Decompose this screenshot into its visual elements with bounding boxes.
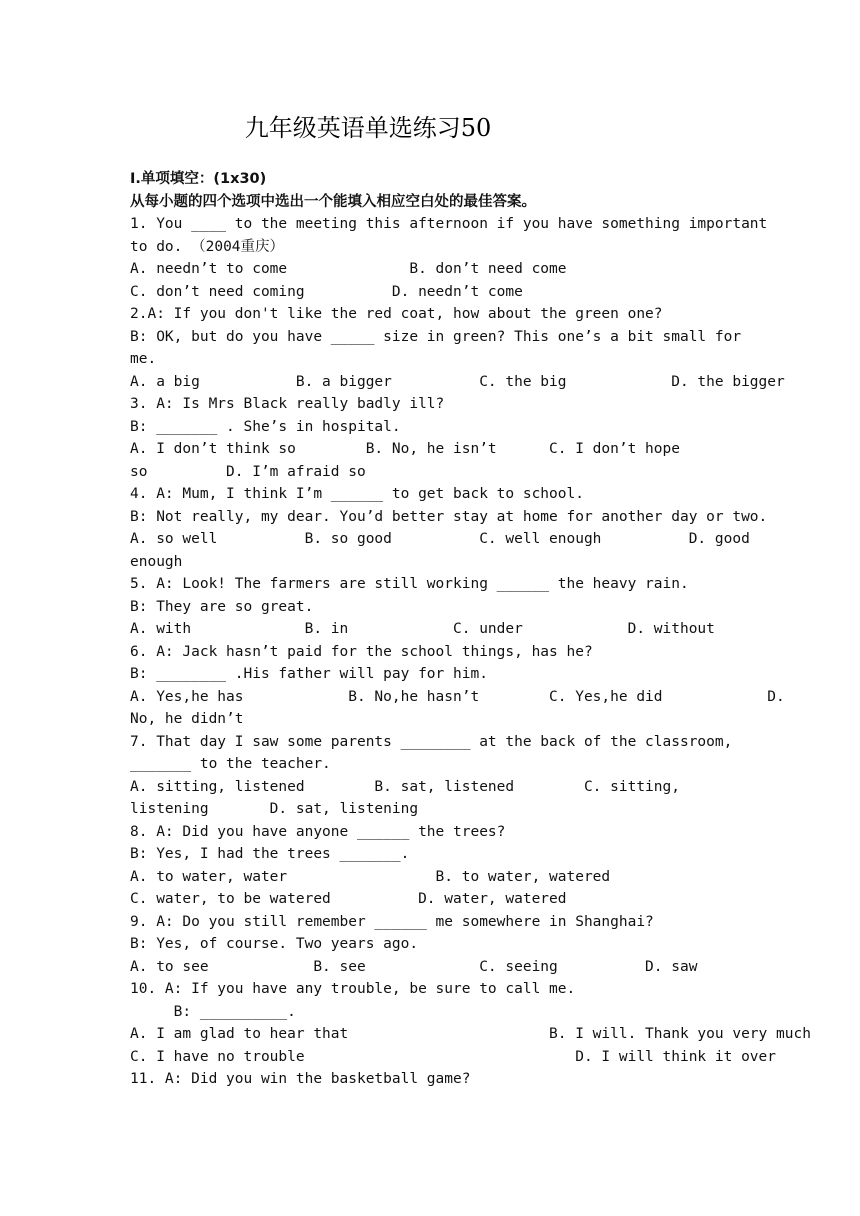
text-line: me. <box>130 351 157 367</box>
text-line: B: ________ .His father will pay for him. <box>130 666 488 682</box>
text-line: listening D. sat, listening <box>130 801 419 817</box>
text-line: B: Yes, I had the trees _______. <box>130 846 410 862</box>
text-line: 1. You ____ to the meeting this afternoon if you have something important <box>130 216 768 232</box>
text-line: so D. I’m afraid so <box>130 463 366 480</box>
text-line: A. to water, water B. to water, watered <box>130 868 611 885</box>
text-line: B: Not really, my dear. You’d better stay at home for another day or two. <box>130 508 768 525</box>
text-line: C. don’t need coming D. needn’t come <box>130 283 523 300</box>
text-line: _______ to the teacher. <box>130 756 331 772</box>
text-line: B: OK, but do you have _____ size in green? This one’s a bit small for <box>130 328 742 345</box>
text-line: C. I have no trouble D. I will think it over <box>130 1048 777 1065</box>
text-line: No, he didn’t <box>130 711 244 727</box>
text-line: B: _______ . She’s in hospital. <box>130 418 401 435</box>
text-line: B: Yes, of course. Two years ago. <box>130 936 419 952</box>
text-line: 5. A: Look! The farmers are still working ______ the heavy rain. <box>130 576 689 592</box>
text-line: 10. A: If you have any trouble, be sure to call me. <box>130 981 576 997</box>
instruction-text: 从每小题的四个选项中选出一个能填入相应空白处的最佳答案。 <box>130 193 536 210</box>
text-line: A. needn’t to come B. don’t need come <box>130 261 567 277</box>
text-line: A. Yes,he has B. No,he hasn’t C. Yes,he did D. <box>130 688 785 705</box>
text-line: 7. That day I saw some parents ________ at the back of the classroom, <box>130 733 733 750</box>
text-line: 8. A: Did you have anyone ______ the trees? <box>130 823 506 840</box>
text-line: to do. （2004重庆） <box>130 238 285 255</box>
document-body <box>130 168 811 1091</box>
text-line: B: __________. <box>130 1003 296 1020</box>
text-line: A. a big B. a bigger C. the big D. the bigger <box>130 373 785 390</box>
text-line: 6. A: Jack hasn’t paid for the school things, has he? <box>130 643 593 660</box>
text-line: 9. A: Do you still remember ______ me somewhere in Shanghai? <box>130 913 654 930</box>
page-title: 九年级英语单选练习50 <box>244 114 492 142</box>
text-line: B: They are so great. <box>130 598 314 615</box>
text-line: A. I don’t think so B. No, he isn’t C. I don’t hope <box>130 441 680 457</box>
text-line: A. sitting, listened B. sat, listened C. sitting, <box>130 778 680 795</box>
text-line: C. water, to be watered D. water, watered <box>130 891 567 907</box>
text-line: A. so well B. so good C. well enough D. good <box>130 531 750 547</box>
text-line: 2.A: If you don't like the red coat, how about the green one? <box>130 306 663 322</box>
text-line: 4. A: Mum, I think I’m ______ to get back to school. <box>130 486 584 502</box>
text-line: A. with B. in C. under D. without <box>130 621 715 637</box>
text-line: 3. A: Is Mrs Black really badly ill? <box>130 396 445 412</box>
text-line: 11. A: Did you win the basketball game? <box>130 1071 471 1087</box>
text-line: enough <box>130 553 183 570</box>
text-line: A. I am glad to hear that B. I will. Thank you very much <box>130 1026 811 1042</box>
text-line: A. to see B. see C. seeing D. saw <box>130 958 698 975</box>
section-heading: I.单项填空：(1x30) <box>130 171 267 187</box>
